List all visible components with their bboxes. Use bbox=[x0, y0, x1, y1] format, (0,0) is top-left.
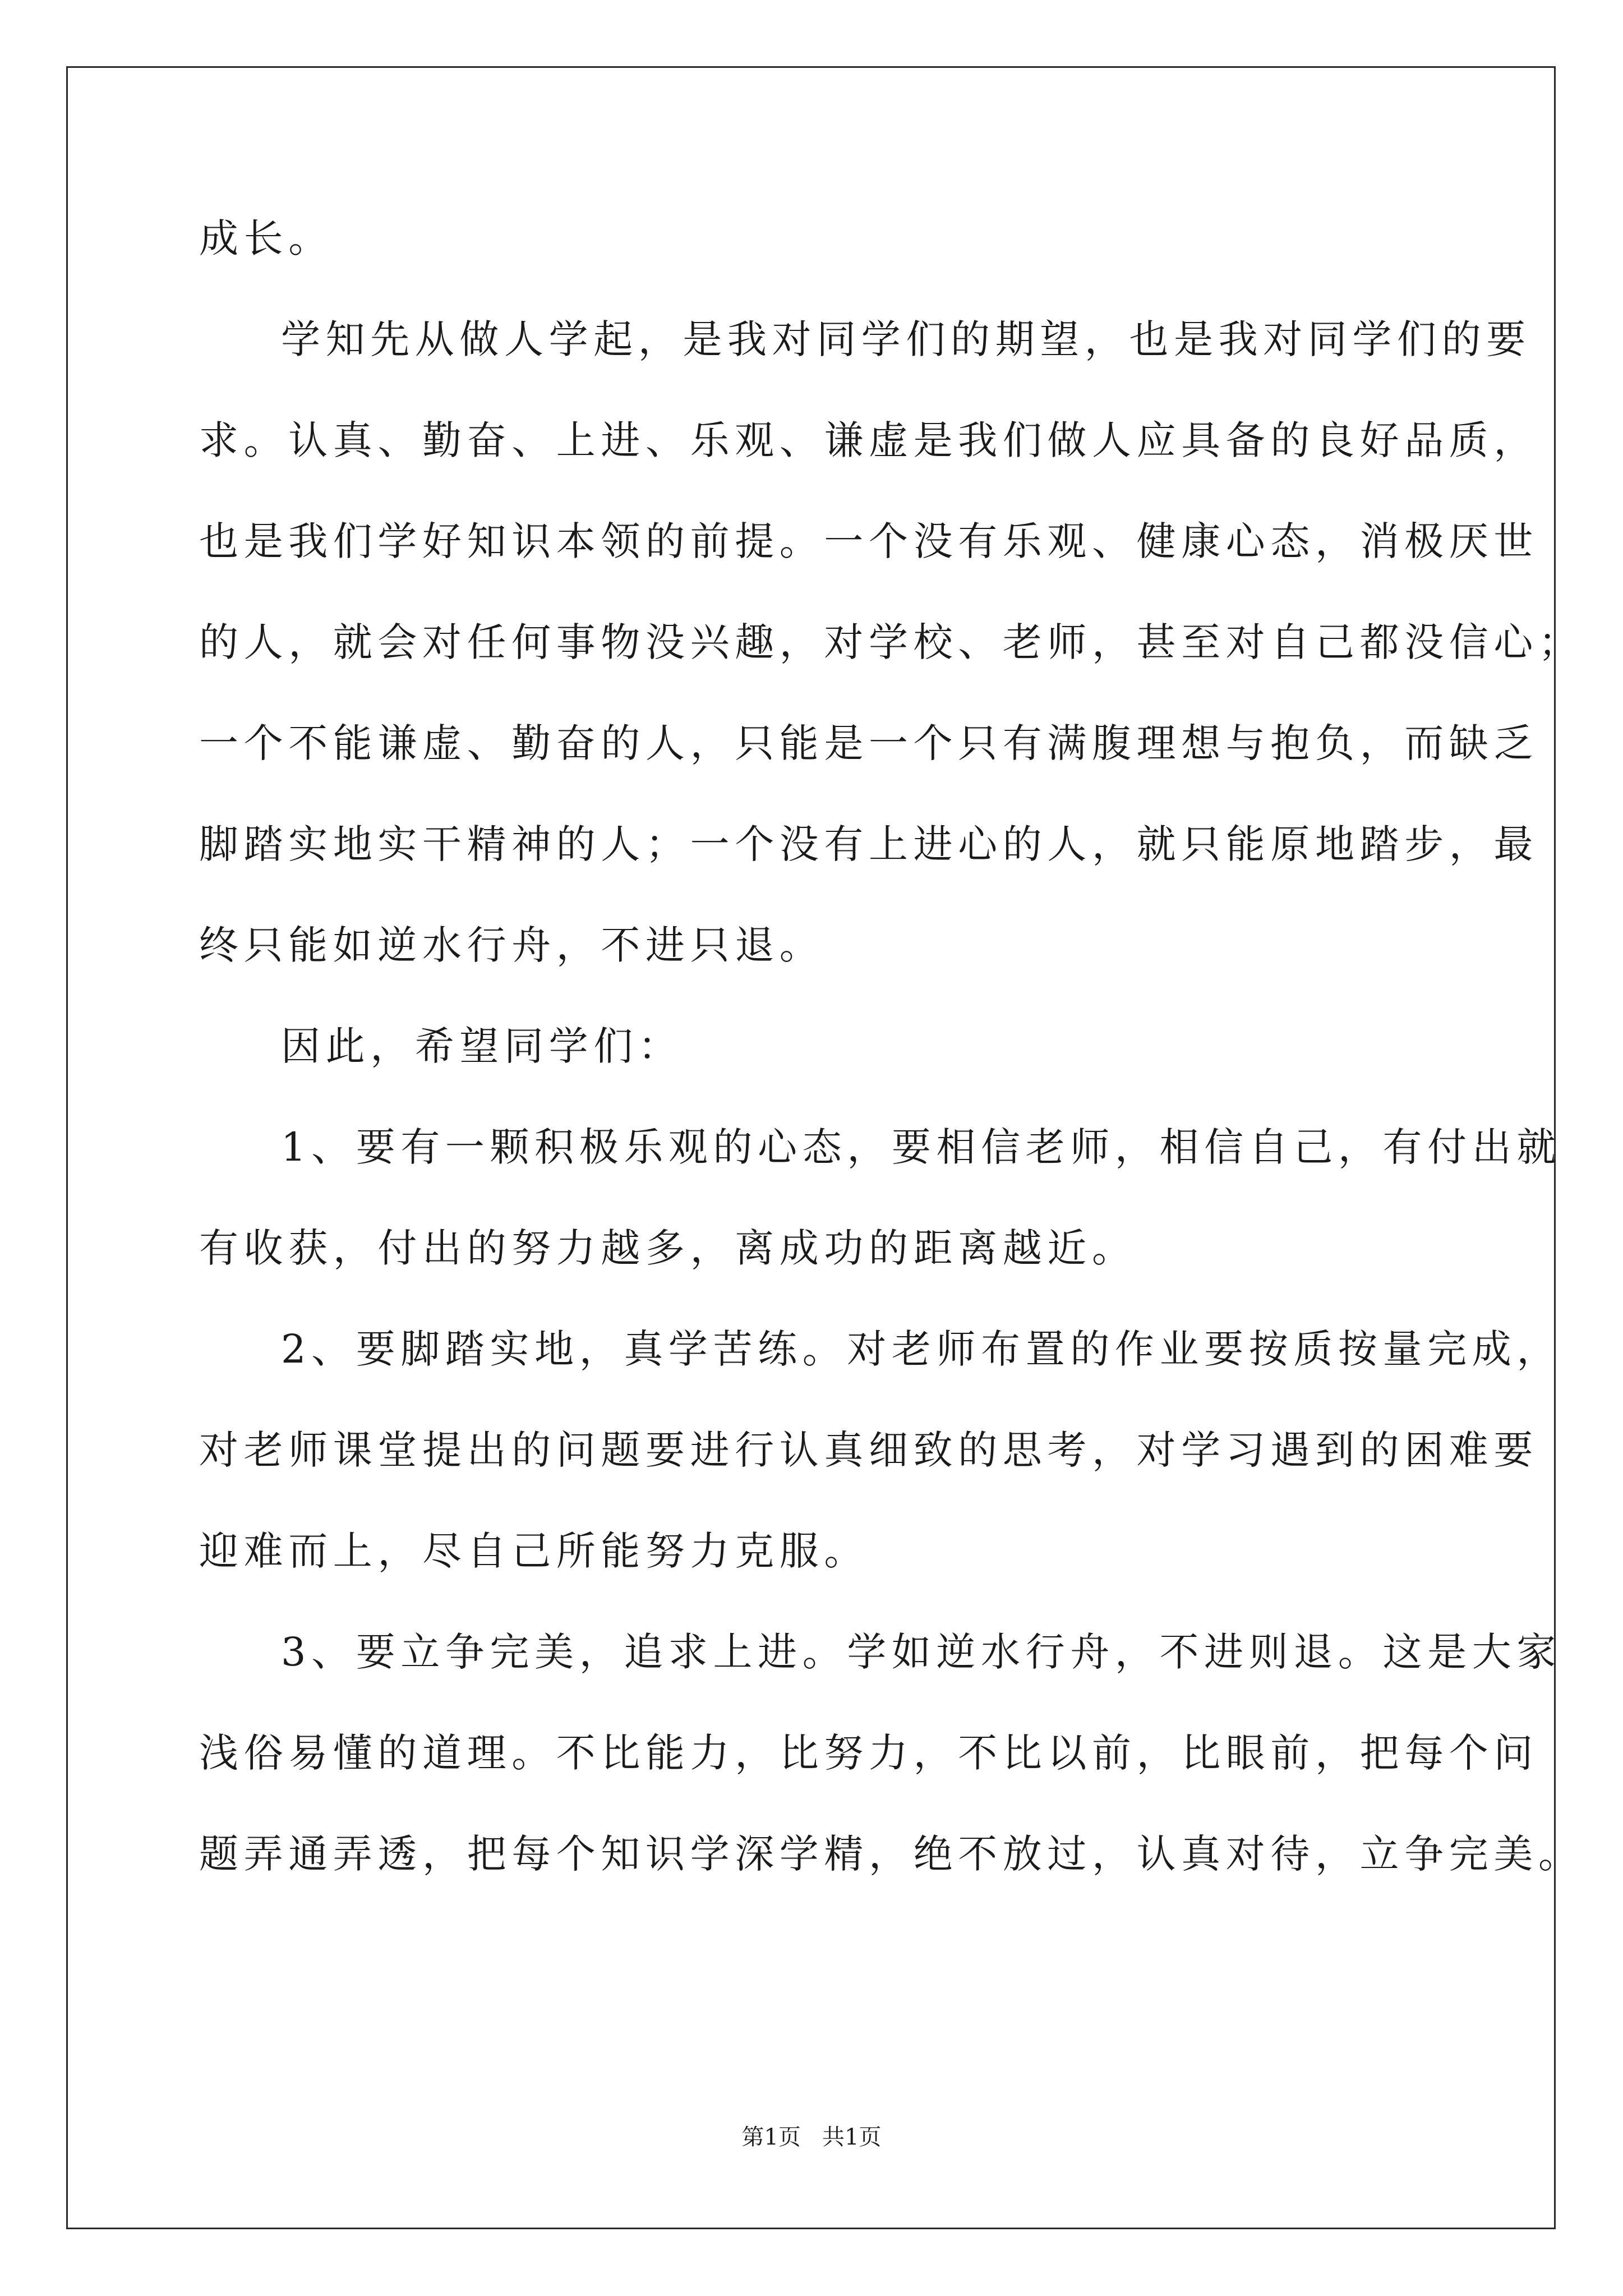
body-line: 求。认真、勤奋、上进、乐观、谦虚是我们做人应具备的良好品质， bbox=[199, 417, 1538, 463]
body-line: 迎难而上，尽自己所能努力克服。 bbox=[199, 1528, 869, 1574]
body-line: 的人，就会对任何事物没兴趣，对学校、老师，甚至对自己都没信心； bbox=[199, 619, 1583, 665]
body-line: 也是我们学好知识本领的前提。一个没有乐观、健康心态，消极厌世 bbox=[199, 518, 1538, 564]
body-line: 1、要有一颗积极乐观的心态，要相信老师，相信自己，有付出就 bbox=[281, 1124, 1561, 1170]
body-line: 成长。 bbox=[199, 215, 333, 261]
body-line: 一个不能谦虚、勤奋的人，只能是一个只有满腹理想与抱负，而缺乏 bbox=[199, 720, 1538, 766]
body-line: 因此，希望同学们： bbox=[281, 1023, 683, 1069]
body-line: 脚踏实地实干精神的人；一个没有上进心的人，就只能原地踏步，最 bbox=[199, 821, 1538, 867]
body-line: 题弄通弄透，把每个知识学深学精，绝不放过，认真对待，立争完美。 bbox=[199, 1831, 1583, 1877]
body-line: 2、要脚踏实地，真学苦练。对老师布置的作业要按质按量完成， bbox=[281, 1326, 1561, 1372]
body-line: 对老师课堂提出的问题要进行认真细致的思考，对学习遇到的困难要 bbox=[199, 1427, 1538, 1473]
body-line: 有收获，付出的努力越多，离成功的距离越近。 bbox=[199, 1225, 1137, 1271]
page-number-footer: 第1页 共1页 bbox=[741, 2124, 882, 2150]
body-line: 3、要立争完美，追求上进。学如逆水行舟，不进则退。这是大家 bbox=[281, 1629, 1561, 1675]
body-line: 学知先从做人学起，是我对同学们的期望，也是我对同学们的要 bbox=[281, 316, 1531, 362]
body-line: 浅俗易懂的道理。不比能力，比努力，不比以前，比眼前，把每个问 bbox=[199, 1730, 1538, 1776]
body-line: 终只能如逆水行舟，不进只退。 bbox=[199, 922, 824, 968]
